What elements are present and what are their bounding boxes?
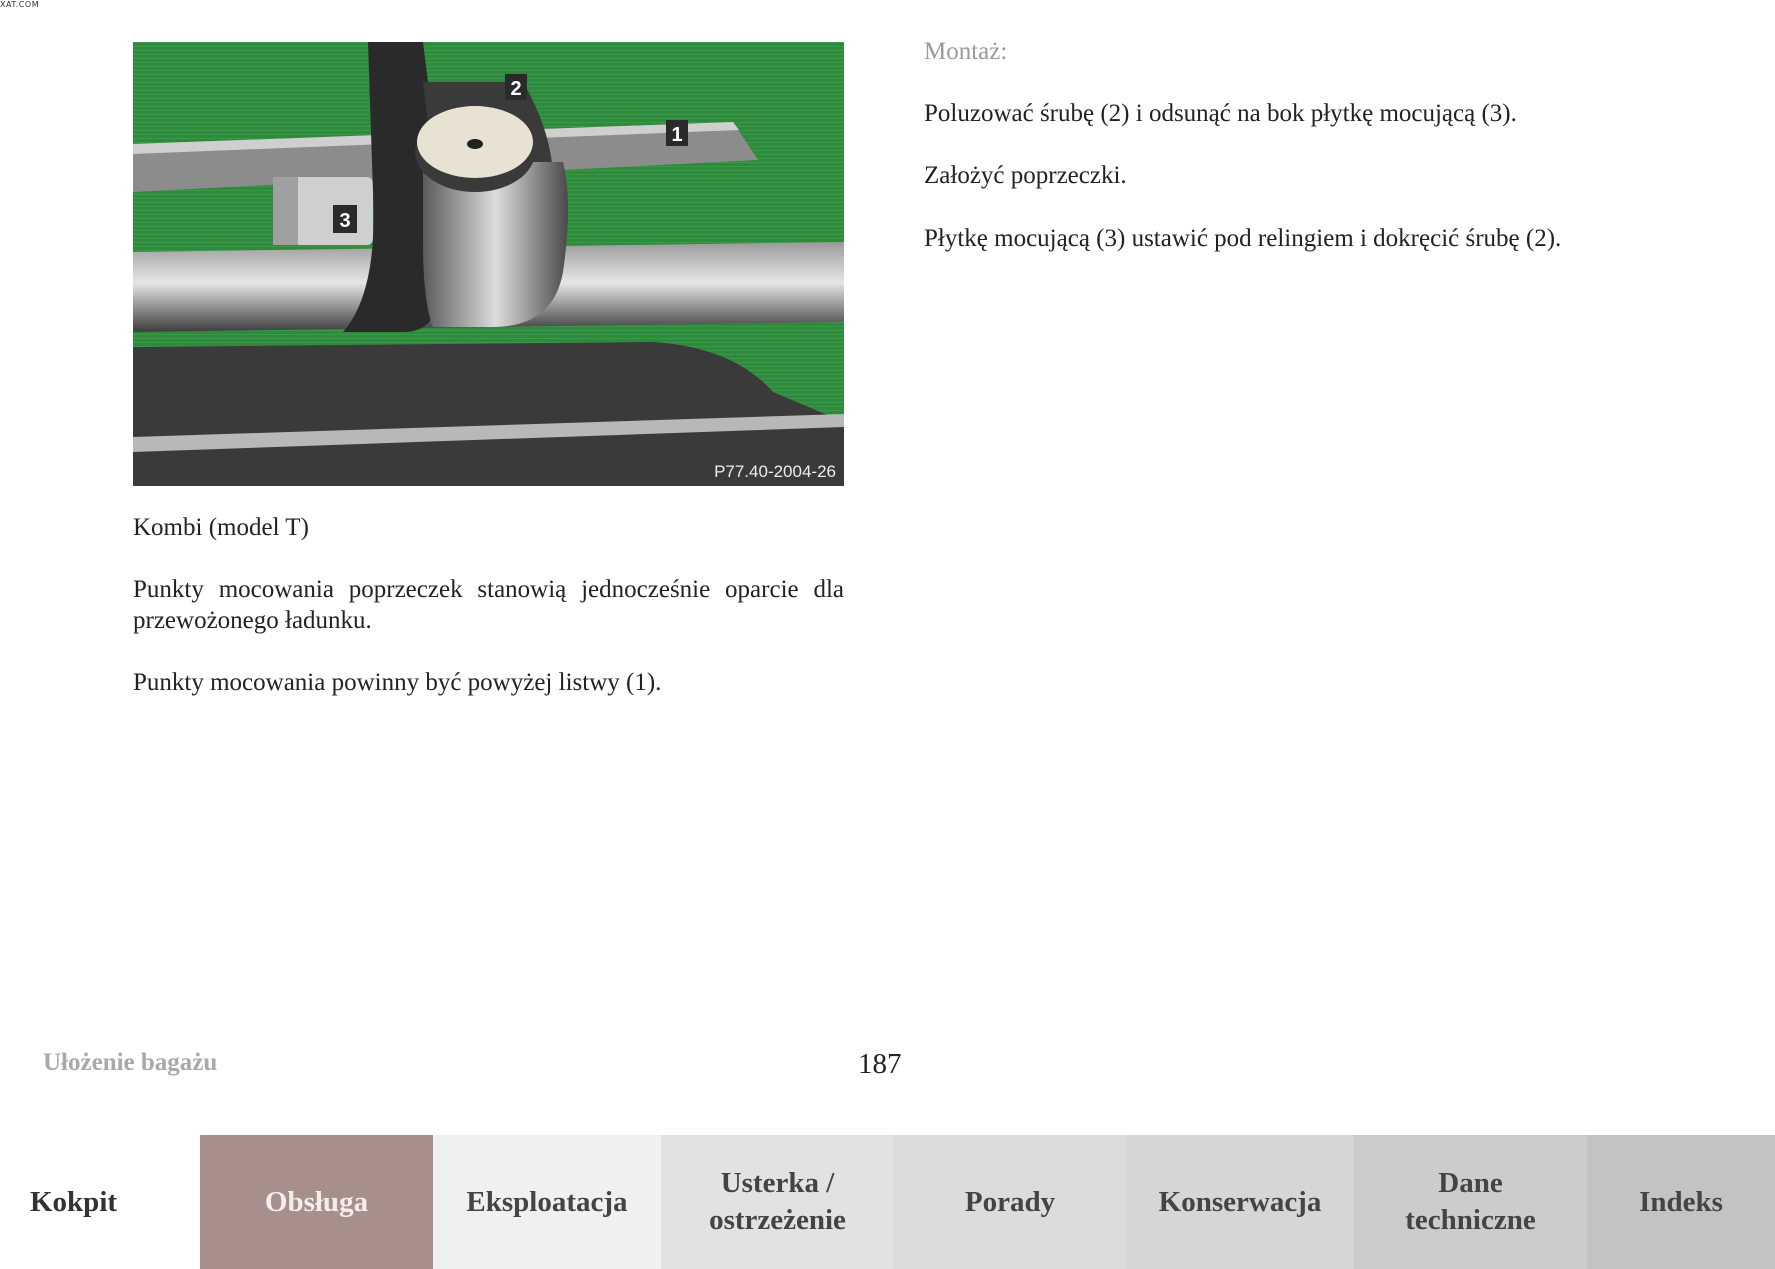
tab-label: Porady xyxy=(964,1185,1056,1218)
instruction-step-3: Płytkę mocującą (3) ustawić pod relingiem i dokręcić śrubę (2). xyxy=(924,225,1562,252)
section-heading: Montaż: xyxy=(924,38,1008,65)
left-paragraph-1: Punkty mocowania poprzeczek stanowią jednocześnie oparcie dla przewożonego ładunku. xyxy=(133,576,844,634)
callout-1: 1 xyxy=(671,124,683,146)
figure-caption: Kombi (model T) xyxy=(133,514,309,541)
tab-eksploatacja[interactable] xyxy=(433,1135,661,1269)
roof-rail-illustration xyxy=(133,42,844,486)
tab-label-line-1: Dane xyxy=(1438,1167,1503,1199)
instruction-step-1: Poluzować śrubę (2) i odsunąć na bok płytkę mocującą (3). xyxy=(924,100,1517,127)
left-paragraph-2: Punkty mocowania powinny być powyżej listwy (1). xyxy=(133,669,662,696)
tab-label-line-2: ostrzeżenie xyxy=(709,1204,846,1236)
watermark: XAT.COM xyxy=(0,0,40,9)
tab-obsluga[interactable] xyxy=(200,1135,433,1269)
tab-label: Kokpit xyxy=(30,1185,118,1218)
tab-label: Konserwacja xyxy=(1158,1185,1322,1218)
chapter-tab-bar xyxy=(0,1135,1775,1269)
figure-code: P77.40-2004-26 xyxy=(714,462,836,481)
tab-kokpit[interactable] xyxy=(0,1135,200,1269)
callout-2: 2 xyxy=(510,78,522,100)
tab-label: Eksploatacja xyxy=(466,1185,628,1218)
tab-label-line-2: techniczne xyxy=(1405,1204,1536,1236)
tab-usterka-ostrzezenie[interactable] xyxy=(661,1135,894,1269)
roof-rail-figure xyxy=(133,42,844,486)
tab-indeks[interactable] xyxy=(1587,1135,1775,1269)
tab-dane-techniczne[interactable] xyxy=(1354,1135,1587,1269)
tab-label: Indeks xyxy=(1639,1185,1723,1218)
tab-porady[interactable] xyxy=(894,1135,1126,1269)
instruction-step-2: Założyć poprzeczki. xyxy=(924,162,1127,189)
tab-label: Obsługa xyxy=(264,1185,369,1218)
page-number: 187 xyxy=(858,1048,902,1080)
tab-konserwacja[interactable] xyxy=(1126,1135,1354,1269)
tab-label-line-1: Usterka / xyxy=(720,1167,835,1199)
callout-3: 3 xyxy=(339,210,351,232)
footer-section-label: Ułożenie bagażu xyxy=(43,1049,218,1076)
